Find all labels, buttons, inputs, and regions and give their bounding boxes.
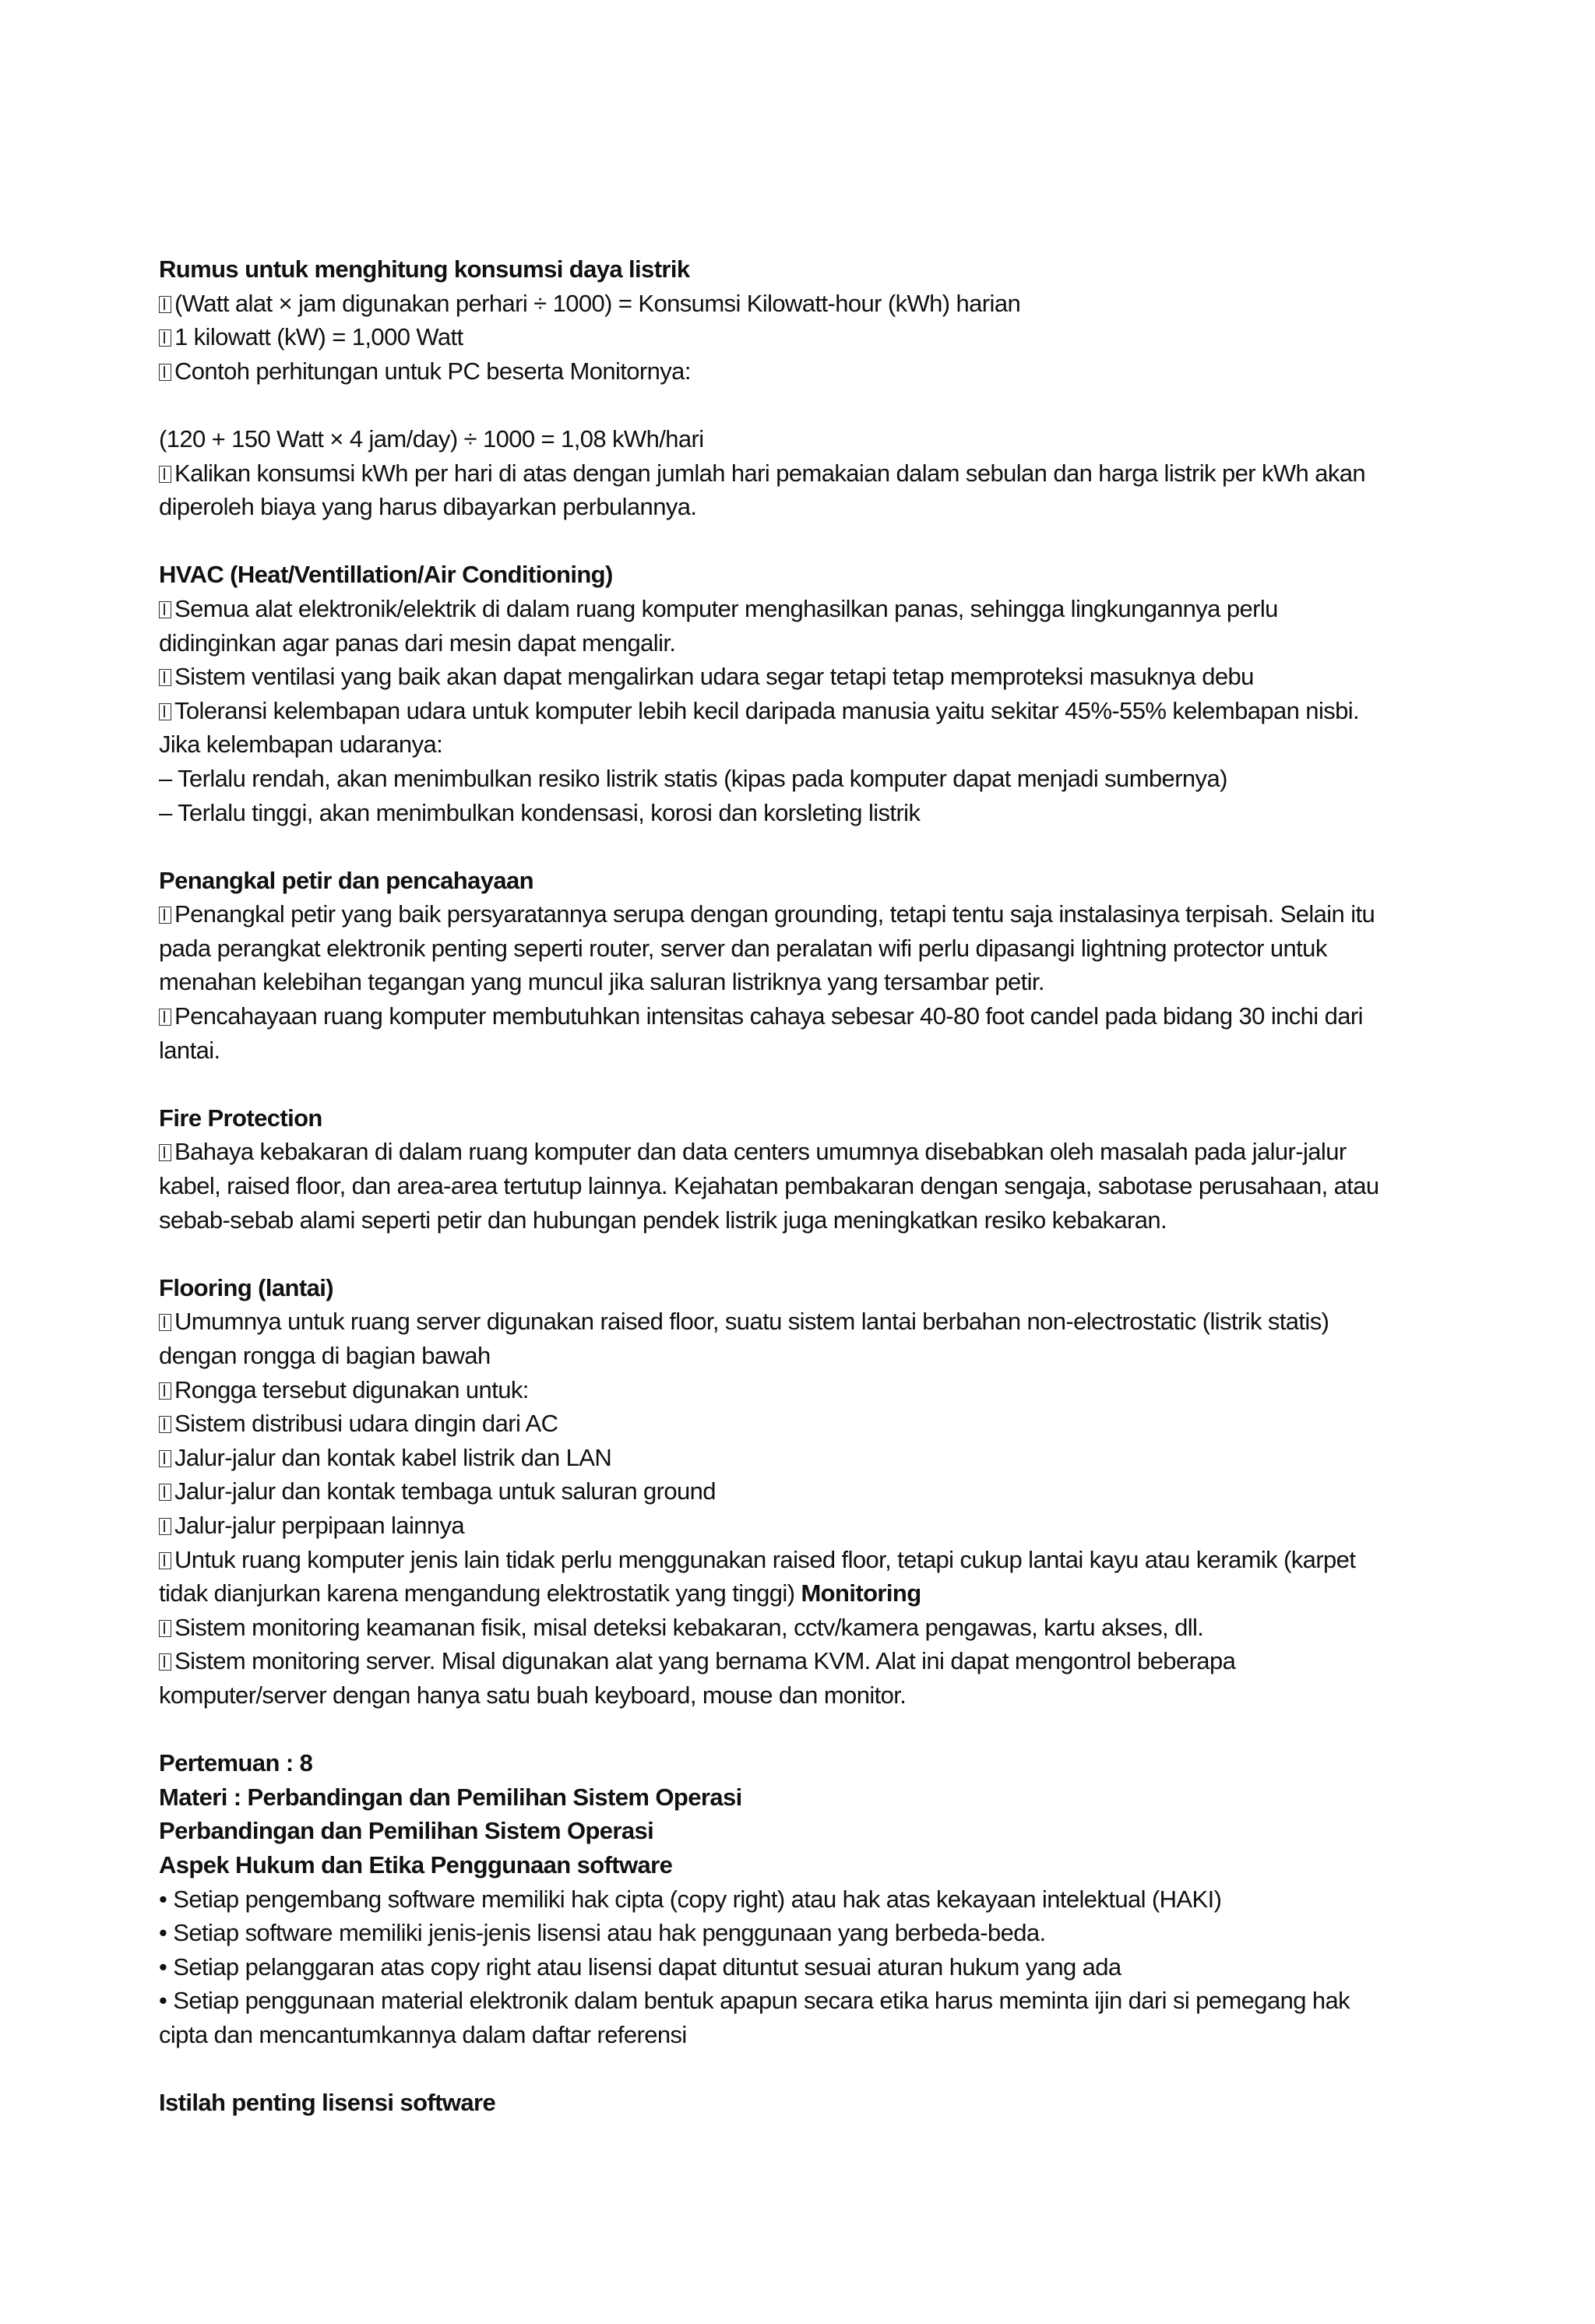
missing-glyph-icon <box>159 329 171 347</box>
meeting-number: Pertemuan : 8 <box>159 1749 313 1777</box>
text-line: dengan rongga di bagian bawah <box>159 1342 491 1369</box>
missing-glyph-icon <box>159 1009 171 1026</box>
missing-glyph-icon <box>159 669 171 686</box>
missing-glyph-icon <box>159 1518 171 1535</box>
text-line: 1 kilowatt (kW) = 1,000 Watt <box>159 320 1444 354</box>
formula-line: (120 + 150 Watt × 4 jam/day) ÷ 1000 = 1,08 kWh/hari <box>159 424 704 452</box>
section-heading-perbandingan: Perbandingan dan Pemilihan Sistem Operasi <box>159 1817 654 1845</box>
missing-glyph-icon <box>159 466 171 483</box>
missing-glyph-icon <box>159 1416 171 1433</box>
missing-glyph-icon <box>159 1620 171 1637</box>
missing-glyph-icon <box>159 907 171 924</box>
bullet-item: • Setiap pengembang software memiliki hak cipta (copy right) atau hak atas kekayaan intelektual (HAKI) <box>159 1885 1222 1913</box>
section-heading-monitoring: Monitoring <box>801 1579 921 1607</box>
missing-glyph-icon <box>159 1653 171 1671</box>
missing-glyph-icon <box>159 1314 171 1331</box>
text-line: Jalur-jalur perpipaan lainnya <box>159 1509 1444 1543</box>
text-line: Jika kelembapan udaranya: <box>159 731 443 759</box>
section-heading-flooring: Flooring (lantai) <box>159 1273 333 1301</box>
text-line: Contoh perhitungan untuk PC beserta Monitornya: <box>159 354 1444 389</box>
text-line: Sistem monitoring keamanan fisik, misal deteksi kebakaran, cctv/kamera pengawas, kartu akses, dll. <box>159 1611 1444 1645</box>
text-line: – Terlalu tinggi, akan menimbulkan kondensasi, korosi dan korsleting listrik <box>159 798 921 826</box>
section-heading-fire: Fire Protection <box>159 1104 322 1132</box>
missing-glyph-icon <box>159 1552 171 1569</box>
text-line: didinginkan agar panas dari mesin dapat mengalir. <box>159 629 676 657</box>
missing-glyph-icon <box>159 1144 171 1161</box>
text-line: Untuk ruang komputer jenis lain tidak perlu menggunakan raised floor, tetapi cukup lantai kayu atau keramik (karpet <box>159 1543 1444 1577</box>
missing-glyph-icon <box>159 1450 171 1467</box>
text-line: diperoleh biaya yang harus dibayarkan perbulannya. <box>159 493 697 521</box>
text-line: Bahaya kebakaran di dalam ruang komputer dan data centers umumnya disebabkan oleh masalah pada jalur-jalur <box>159 1135 1444 1169</box>
text-line: pada perangkat elektronik penting seperti router, server dan peralatan wifi perlu dipasangi lightning protector untuk <box>159 934 1327 962</box>
text-line: Sistem ventilasi yang baik akan dapat mengalirkan udara segar tetapi tetap memproteksi masuknya debu <box>159 660 1444 694</box>
text-line: komputer/server dengan hanya satu buah keyboard, mouse dan monitor. <box>159 1681 907 1709</box>
materi-title: Materi : Perbandingan dan Pemilihan Sistem Operasi <box>159 1783 742 1811</box>
text-line: sebab-sebab alami seperti petir dan hubungan pendek listrik juga meningkatkan resiko kebakaran. <box>159 1206 1167 1234</box>
text-line: Jalur-jalur dan kontak tembaga untuk saluran ground <box>159 1474 1444 1509</box>
section-heading-rumus: Rumus untuk menghitung konsumsi daya listrik <box>159 255 690 283</box>
text-line: menahan kelebihan tegangan yang muncul jika saluran listriknya yang tersambar petir. <box>159 968 1044 996</box>
text-line: tidak dianjurkan karena mengandung elektrostatik yang tinggi) Monitoring <box>159 1579 921 1607</box>
text-line: (Watt alat × jam digunakan perhari ÷ 1000) = Konsumsi Kilowatt-hour (kWh) harian <box>159 287 1444 321</box>
missing-glyph-icon <box>159 364 171 381</box>
text-line: Toleransi kelembapan udara untuk komputer lebih kecil daripada manusia yaitu sekitar 45%-55% kelembapan nisbi. <box>159 694 1444 728</box>
missing-glyph-icon <box>159 1382 171 1400</box>
text-line: Sistem monitoring server. Misal digunakan alat yang bernama KVM. Alat ini dapat mengontrol beberapa <box>159 1644 1444 1678</box>
text-line: – Terlalu rendah, akan menimbulkan resiko listrik statis (kipas pada komputer dapat menjadi sumbernya) <box>159 764 1227 792</box>
bullet-item: • Setiap penggunaan material elektronik dalam bentuk apapun secara etika harus meminta ijin dari si pemegang hak <box>159 1987 1350 2015</box>
text-line: Rongga tersebut digunakan untuk: <box>159 1373 1444 1407</box>
section-heading-aspek-hukum: Aspek Hukum dan Etika Penggunaan software <box>159 1850 673 1879</box>
text-line: Umumnya untuk ruang server digunakan raised floor, suatu sistem lantai berbahan non-electrostatic (listrik statis) <box>159 1305 1444 1339</box>
missing-glyph-icon <box>159 296 171 313</box>
section-heading-istilah: Istilah penting lisensi software <box>159 2089 496 2117</box>
bullet-item: • Setiap software memiliki jenis-jenis lisensi atau hak penggunaan yang berbeda-beda. <box>159 1919 1046 1947</box>
text-line: Semua alat elektronik/elektrik di dalam ruang komputer menghasilkan panas, sehingga lingkungannya perlu <box>159 592 1444 626</box>
text-line: Kalikan konsumsi kWh per hari di atas dengan jumlah hari pemakaian dalam sebulan dan harga listrik per kWh akan <box>159 456 1444 491</box>
section-heading-petir: Penangkal petir dan pencahayaan <box>159 866 534 894</box>
text-line: Pencahayaan ruang komputer membutuhkan intensitas cahaya sebesar 40-80 foot candel pada bidang 30 inchi dari <box>159 999 1444 1033</box>
document-body <box>159 252 1444 2120</box>
missing-glyph-icon <box>159 703 171 720</box>
missing-glyph-icon <box>159 1484 171 1501</box>
text-line: lantai. <box>159 1036 220 1064</box>
text-line: Jalur-jalur dan kontak kabel listrik dan LAN <box>159 1441 1444 1475</box>
section-heading-hvac: HVAC (Heat/Ventillation/Air Conditioning) <box>159 561 613 589</box>
text-line: kabel, raised floor, dan area-area tertutup lainnya. Kejahatan pembakaran dengan sengaja, sabotase perusahaan, atau <box>159 1172 1379 1200</box>
text-line: cipta dan mencantumkannya dalam daftar referensi <box>159 2020 687 2048</box>
text-line: Sistem distribusi udara dingin dari AC <box>159 1407 1444 1441</box>
bullet-item: • Setiap pelanggaran atas copy right atau lisensi dapat dituntut sesuai aturan hukum yang ada <box>159 1953 1121 1981</box>
missing-glyph-icon <box>159 601 171 618</box>
text-line: Penangkal petir yang baik persyaratannya serupa dengan grounding, tetapi tentu saja instalasinya terpisah. Selain itu <box>159 897 1444 931</box>
